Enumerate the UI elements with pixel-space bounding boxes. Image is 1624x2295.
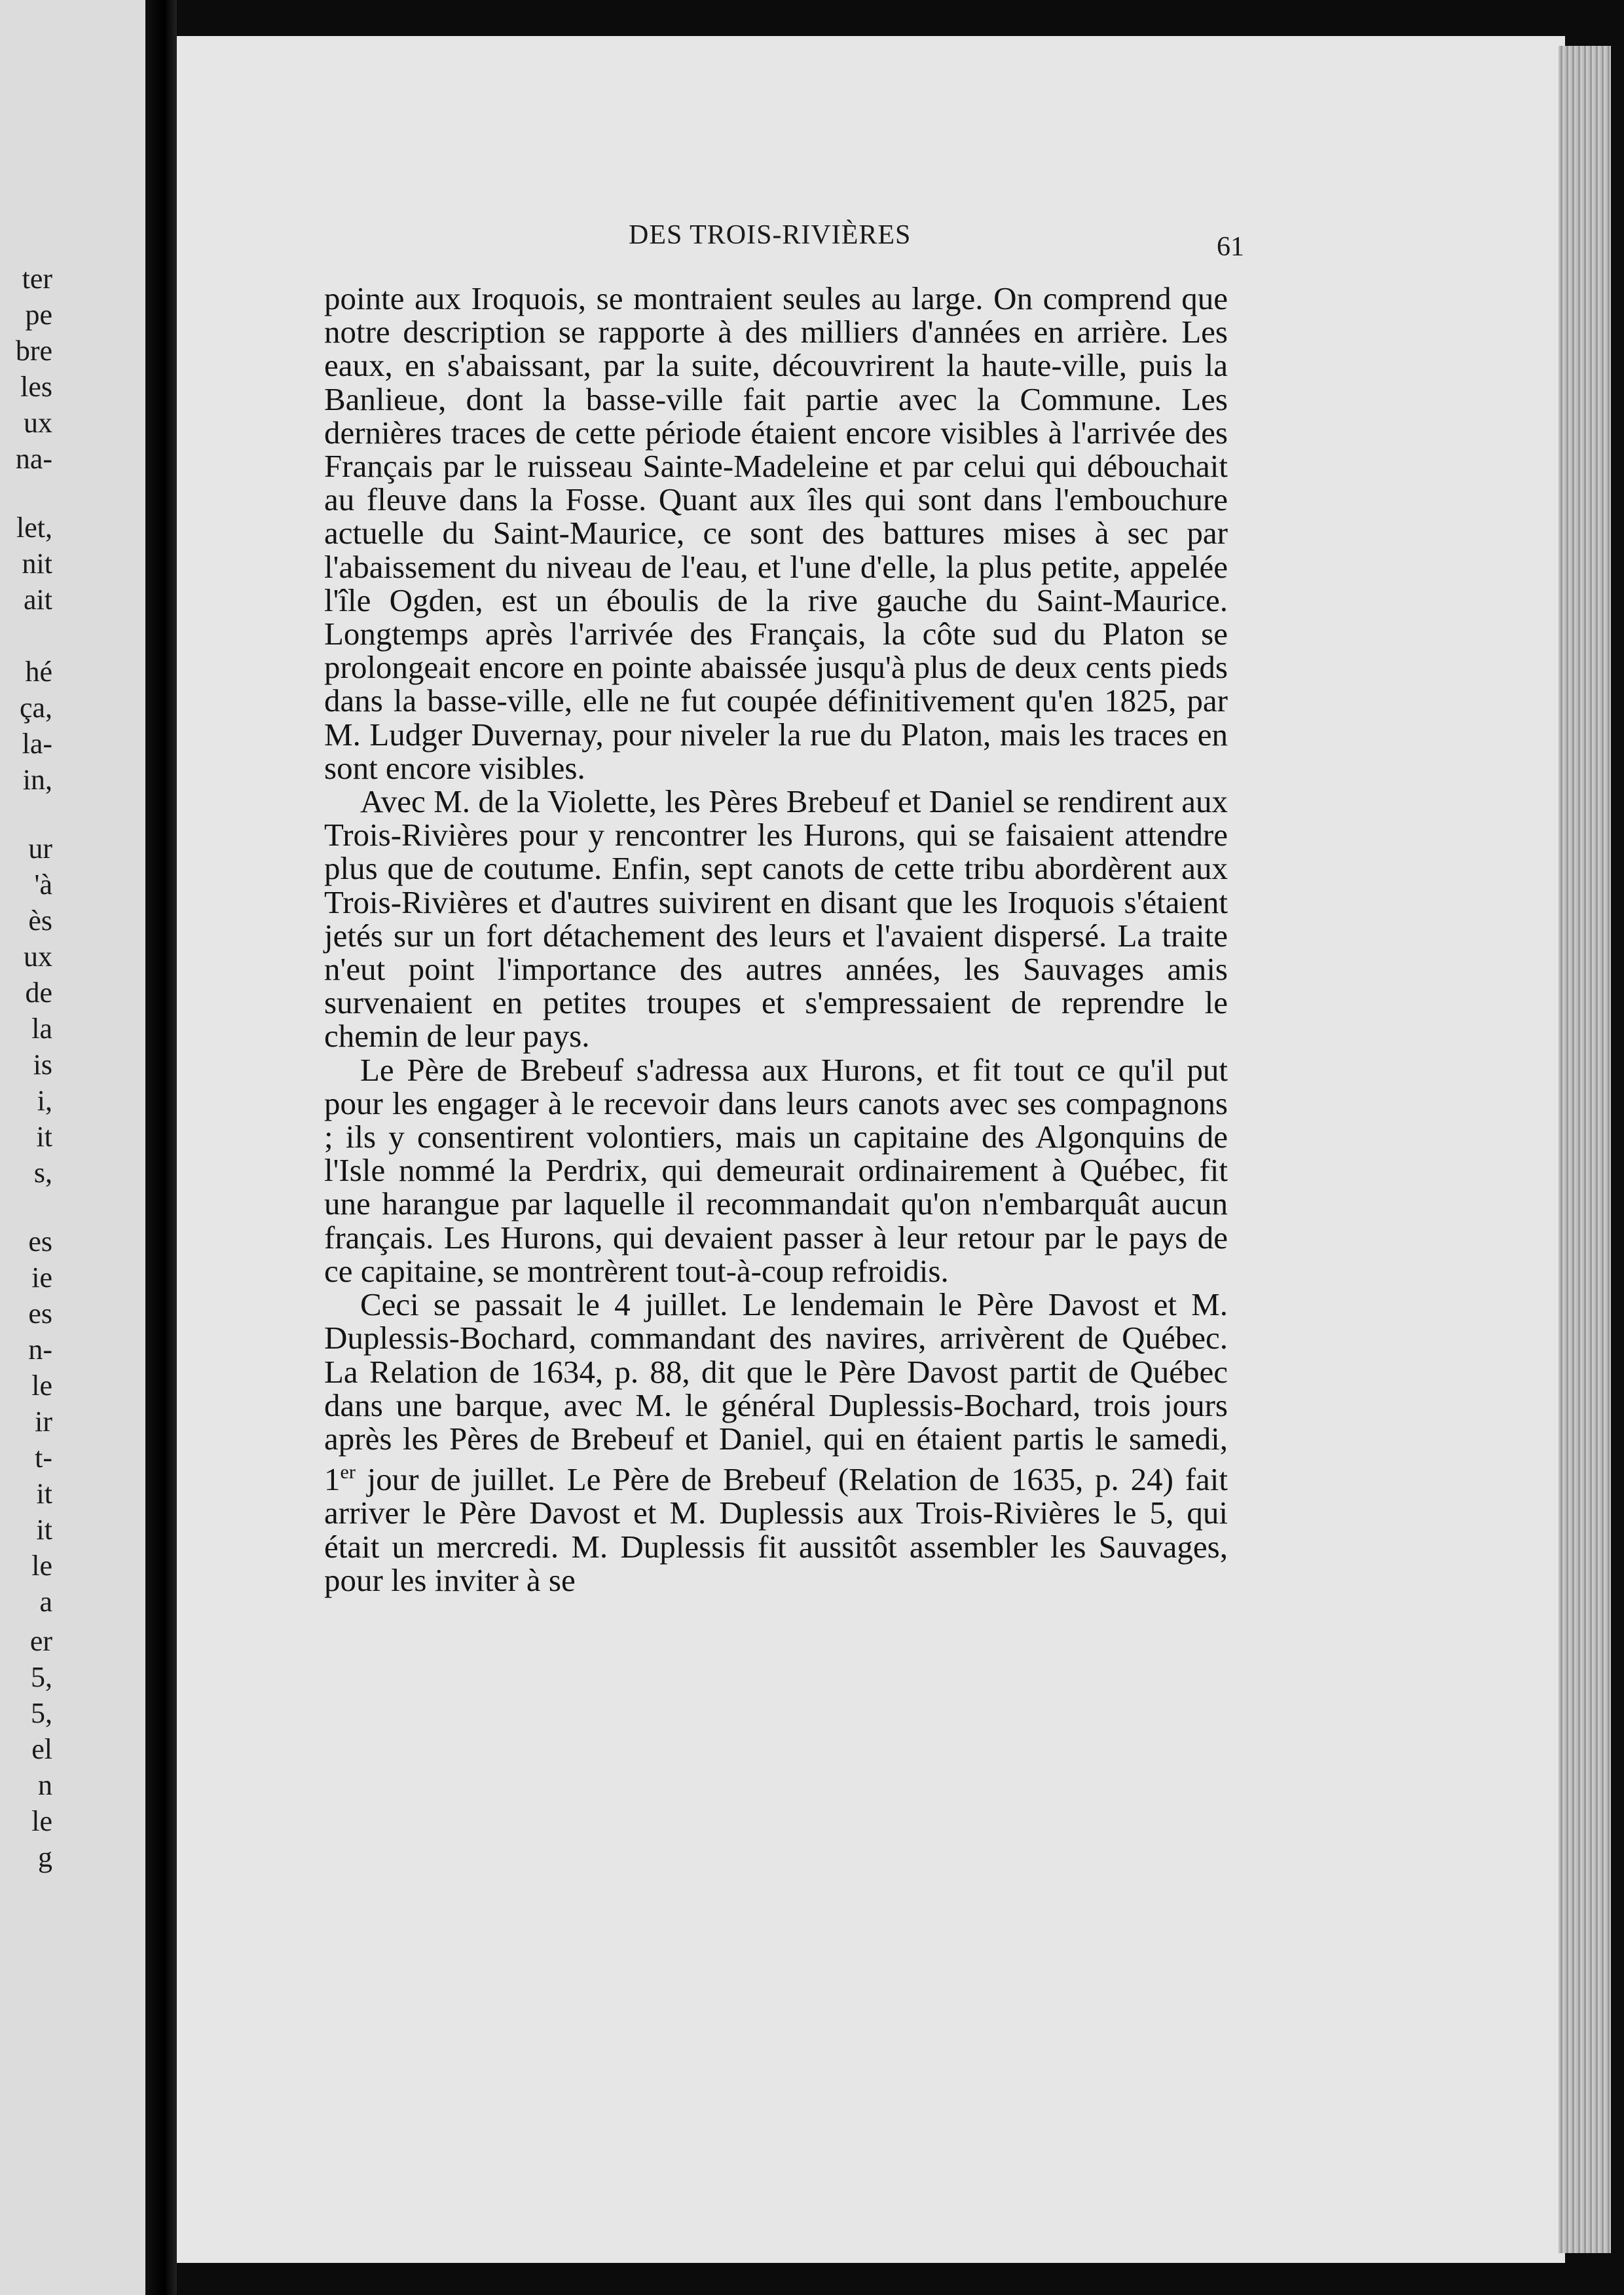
previous-page-fragment: el — [31, 1733, 52, 1765]
previous-page-fragment: de — [25, 977, 52, 1009]
previous-page-fragment: nit — [22, 548, 52, 580]
previous-page-fragment: it — [36, 1121, 52, 1153]
previous-page-fragment: er — [29, 1625, 52, 1657]
paragraph-text: Ceci se passait le 4 juillet. Le lendemain le Père Davost et M. Duplessis-Bochard, commandant des navires, arrivèrent de Québec. La Relation de 1634, p. 88, dit que le Père Davost partit de Québec dans une barque, avec M. le général Duplessis-Bochard, trois jours après les Pères de Brebeuf et Daniel, qui en étaient partis le samedi, 1 — [324, 1286, 1228, 1498]
previous-page-fragment: hé — [25, 656, 52, 688]
previous-page-fragment: s, — [33, 1157, 52, 1189]
previous-page-fragment: ir — [35, 1406, 52, 1438]
previous-page-fragment: la- — [22, 728, 52, 760]
previous-page-fragment: let, — [16, 512, 52, 544]
page-number: 61 — [1217, 232, 1244, 262]
previous-page-fragment: 'à — [34, 868, 52, 901]
previous-page-fragment: les — [20, 371, 52, 403]
previous-page-fragment: 5, — [31, 1697, 52, 1729]
previous-page-fragment: ux — [24, 407, 52, 439]
previous-page-fragment: na- — [15, 443, 52, 475]
previous-page-fragment: ter — [22, 263, 52, 295]
previous-page-fragment: la — [31, 1013, 52, 1045]
previous-page-fragment: i, — [37, 1085, 52, 1117]
previous-page-fragment: is — [33, 1049, 52, 1081]
previous-page-fragment: n- — [28, 1334, 52, 1366]
body-text — [324, 282, 1228, 1597]
previous-page-fragment: ie — [31, 1261, 52, 1294]
previous-page-fragment: le — [31, 1370, 52, 1402]
previous-page-fragment: a — [39, 1586, 52, 1618]
previous-page-fragment: 5, — [31, 1661, 52, 1693]
previous-page-fragment: es — [28, 1297, 52, 1330]
paragraph: pointe aux Iroquois, se montraient seules au large. On comprend que notre description se rapporte à des milliers d'années en arrière. Les eaux, en s'abaissant, par la suite, découvrirent la haute-ville, puis la Banlieue, dont la basse-ville fait partie avec la Commune. Les dernières traces de cette période étaient encore visibles à l'arrivée des Français par le ruisseau Sainte-Madeleine et par celui qui débouchait au fleuve dans la Fosse. Quant aux îles qui sont dans l'embouchure actuelle du Saint-Maurice, ce sont des battures mises à sec par l'abaissement du niveau de l'eau, et l'une d'elle, la plus petite, appelée l'île Ogden, est un éboulis de la rive gauche du Saint-Maurice. Longtemps après l'arrivée des Français, la côte sud du Platon se prolongeait encore en pointe abaissée jusqu'à plus de deux cents pieds dans la basse-ville, elle ne fut coupée définitivement qu'en 1825, par M. Ludger Duvernay, pour niveler la rue du Platon, mais les traces en sont encore visibles. — [324, 280, 1228, 786]
previous-page-fragment: it — [36, 1478, 52, 1510]
previous-page-fragment: n — [38, 1769, 52, 1801]
previous-page-fragment: in, — [22, 764, 52, 796]
superscript: er — [340, 1461, 356, 1483]
previous-page-fragment: ux — [24, 941, 52, 973]
previous-page-fragment: ça, — [19, 692, 52, 724]
paragraph: Le Père de Brebeuf s'adressa aux Hurons, et fit tout ce qu'il put pour les engager à le recevoir dans leurs canots avec ses compagnons ; ils y consentirent volontiers, mais un capitaine des Algonquins de l'Isle nommé la Perdrix, qui demeurait ordinairement à Québec, fit une harangue par laquelle il recommandait qu'on n'embarquât aucun français. Les Hurons, qui devaient passer à leur retour par le pays de ce capitaine, se montrèrent tout-à-coup refroidis. — [324, 1051, 1228, 1289]
running-title: DES TROIS-RIVIÈRES — [629, 220, 912, 250]
previous-page-fragment: le — [31, 1550, 52, 1582]
previous-page-fragment: ur — [28, 832, 52, 865]
previous-page-fragment: it — [36, 1514, 52, 1546]
page-stack-edge — [1559, 46, 1611, 2253]
previous-page-fragment: t- — [35, 1442, 52, 1474]
previous-page-fragment: g — [38, 1841, 52, 1873]
paragraph: Avec M. de la Violette, les Pères Brebeuf et Daniel se rendirent aux Trois-Rivières pour y rencontrer les Hurons, qui se faisaient attendre plus que de coutume. Enfin, sept canots de cette tribu abordèrent aux Trois-Rivières et d'autres suivirent en disant que les Iroquois s'étaient jetés sur un fort détachement des leurs et l'avaient dispersé. La traite n'eut point l'importance des autres années, les Sauvages amis survenaient en petites troupes et s'empressaient de reprendre le chemin de leur pays. — [324, 783, 1228, 1054]
paragraph — [324, 1288, 1228, 1597]
book-gutter — [145, 0, 177, 2295]
previous-page-text-fragments — [0, 0, 145, 2295]
paragraph-text: jour de juillet. Le Père de Brebeuf (Relation de 1635, p. 24) fait arriver le Père Davost et M. Duplessis aux Trois-Rivières le 5, qui était un mercredi. M. Duplessis fit aussitôt assembler les Sauvages, pour les inviter à se — [324, 1461, 1228, 1598]
previous-page-fragment: ès — [28, 905, 52, 937]
previous-page-fragment: bre — [15, 335, 52, 367]
previous-page-edge — [0, 0, 145, 2295]
previous-page-fragment: le — [31, 1805, 52, 1837]
previous-page-fragment: es — [28, 1225, 52, 1258]
previous-page-fragment: ait — [24, 584, 52, 616]
previous-page-fragment: pe — [25, 299, 52, 331]
